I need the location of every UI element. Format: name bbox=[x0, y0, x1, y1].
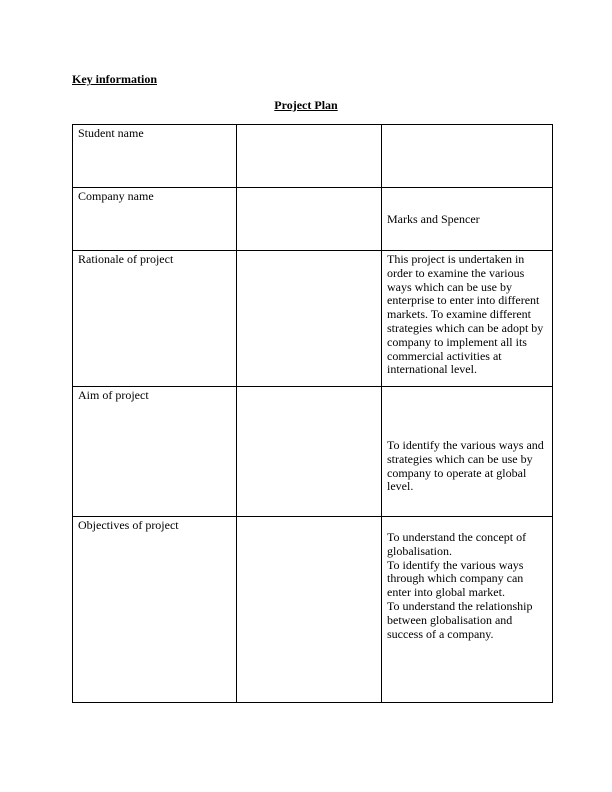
row-value-cell bbox=[382, 387, 553, 517]
row-label-cell bbox=[73, 387, 237, 517]
row-label-cell bbox=[73, 188, 237, 251]
row-label-cell bbox=[73, 125, 237, 188]
row-label: Rationale of project bbox=[78, 252, 174, 266]
table-row-rationale bbox=[73, 251, 553, 387]
row-value: To identify the various ways and strategies which can be use by company to operate at global level. bbox=[387, 438, 544, 494]
row-middle-cell bbox=[237, 517, 382, 703]
row-middle-cell bbox=[237, 188, 382, 251]
project-plan-title: Project Plan bbox=[274, 98, 338, 112]
row-value: Marks and Spencer bbox=[387, 212, 480, 226]
table-row-company-name bbox=[73, 188, 553, 251]
row-label-cell bbox=[73, 517, 237, 703]
row-middle-cell bbox=[237, 251, 382, 387]
row-label: Company name bbox=[78, 189, 154, 203]
row-label: Aim of project bbox=[78, 388, 149, 402]
row-middle-cell bbox=[237, 125, 382, 188]
row-middle-value bbox=[237, 188, 381, 213]
row-value-cell bbox=[382, 251, 553, 387]
row-label-cell bbox=[73, 251, 237, 387]
row-value: To understand the concept of globalisation. To identify the various ways through which company can enter into global market. To understand the relationship between globalisation and success of a company. bbox=[387, 530, 533, 641]
table-row-student-name bbox=[73, 125, 553, 188]
key-information-heading: Key information bbox=[72, 72, 157, 86]
project-plan-table bbox=[72, 124, 553, 703]
table-row-aim bbox=[73, 387, 553, 517]
row-middle-value bbox=[237, 517, 381, 531]
row-label: Student name bbox=[78, 126, 144, 140]
row-value-cell bbox=[382, 188, 553, 251]
row-value: This project is undertaken in order to examine the various ways which can be use by enterprise to enter into different markets. To examine different strategies which can be adopt by company to implement all its commercial activities at international level. bbox=[387, 252, 544, 377]
row-middle-value bbox=[237, 387, 381, 439]
row-middle-value bbox=[237, 251, 381, 253]
row-middle-cell bbox=[237, 387, 382, 517]
table-row-objectives bbox=[73, 517, 553, 703]
row-value-cell bbox=[382, 517, 553, 703]
row-value-cell bbox=[382, 125, 553, 188]
row-label: Objectives of project bbox=[78, 518, 179, 532]
